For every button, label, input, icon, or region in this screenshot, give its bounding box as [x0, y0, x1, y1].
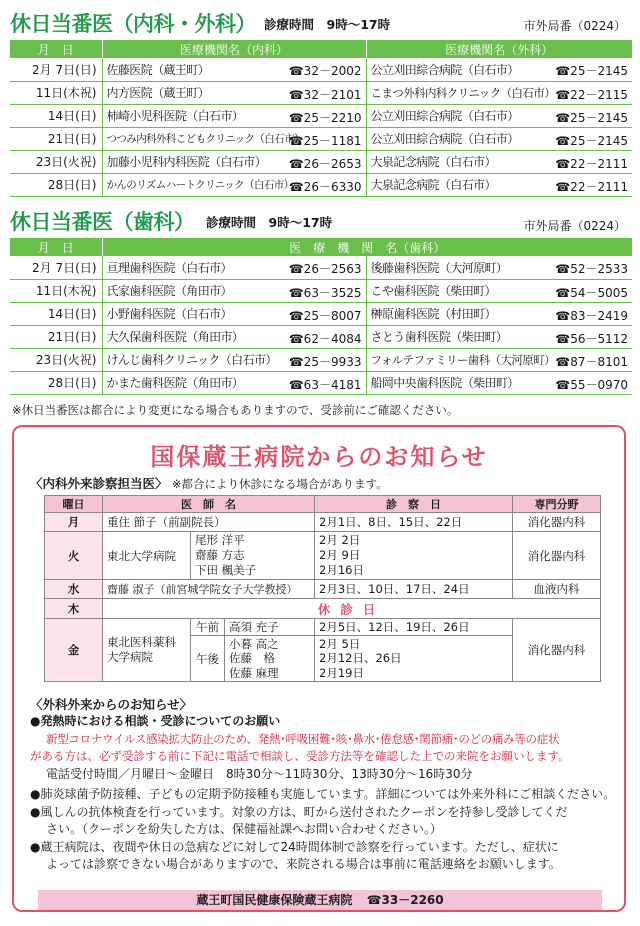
table-row — [10, 81, 632, 104]
clinic-name: 公立刈田綜合病院（白石市） — [370, 62, 519, 77]
clinic-name: こまつ外科内科クリニック（白石市） — [370, 85, 556, 100]
doctor-name: 齋藤 淑子（前宮城学院女子大学教授） — [103, 580, 315, 599]
surgical-clinic-cell — [366, 127, 632, 150]
hospital-group: 東北大学病院 — [103, 532, 191, 580]
row-date: 14日(日) — [10, 302, 102, 325]
internal-clinic-cell — [102, 58, 366, 81]
hospital-group-line: 東北医科薬科 — [107, 635, 176, 649]
clinic-name: 公立刈田綜合病院（白石市） — [370, 132, 519, 146]
surgical-clinic-cell — [366, 150, 632, 173]
table-row — [10, 279, 632, 302]
weekday-label: 木 — [45, 599, 103, 619]
clinic-phone: ☎22－2111 — [555, 156, 628, 171]
schedule-row-thursday — [45, 599, 601, 619]
consult-dates — [315, 636, 513, 682]
schedule-row-monday — [45, 513, 601, 532]
clinic-phone: ☎25－9933 — [288, 354, 362, 369]
clinic-phone: ☎25－2210 — [288, 110, 362, 125]
medical-hours: 診療時間 9時～17時 — [264, 17, 391, 32]
consult-date: 2月 5日 — [319, 636, 361, 651]
clinic-name: さとう歯科医院（柴田町） — [370, 330, 508, 344]
table-row — [10, 302, 632, 325]
dental-area-code: 市外局番（0224） — [523, 219, 626, 233]
dental-clinic-cell — [102, 256, 366, 279]
internal-heading-text: 〈内科外来診察担当医〉 — [30, 476, 168, 491]
row-date: 28日(日) — [10, 371, 102, 394]
hospital-name: 蔵王町国民健康保険蔵王病院 — [196, 893, 353, 907]
doctor-list — [225, 636, 315, 682]
internal-clinic-cell — [102, 173, 366, 196]
rubella-notice-line: ●風しんの抗体検査を行っています。対象の方は、町から送付されたクーポンを持参し受診してくだ — [30, 804, 568, 819]
doctor-schedule-table — [44, 495, 601, 682]
clinic-phone: ☎83－2419 — [555, 308, 629, 323]
column-header-dates: 診 察 日 — [315, 496, 513, 513]
row-date: 11日(木祝) — [10, 279, 102, 302]
dental-clinic-cell — [102, 325, 366, 348]
surgical-clinic-cell — [366, 173, 632, 196]
dental-clinic-cell — [102, 348, 366, 371]
table-row — [10, 371, 632, 394]
schedule-row-tuesday — [45, 532, 601, 580]
session-am-label: 午前 — [191, 619, 225, 636]
clinic-phone: ☎54－5005 — [555, 285, 629, 300]
surgical-clinic-cell — [366, 104, 632, 127]
doctor-name: 下田 楓美子 — [195, 563, 257, 577]
clinic-phone: ☎32－2101 — [288, 87, 362, 102]
clinic-phone: ☎25－8007 — [288, 308, 362, 323]
clinic-name: 加藤小児科内科医院（白石市） — [106, 155, 267, 169]
dental-clinic-cell — [366, 325, 632, 348]
clinic-phone: ☎25－2145 — [555, 64, 628, 78]
doctor-name: 佐藤 麻理 — [229, 665, 279, 680]
consult-date: 2月19日 — [319, 665, 364, 680]
clinic-name: 氏家歯科医院（角田市） — [106, 284, 232, 298]
row-date: 21日(日) — [10, 127, 102, 150]
clinic-phone: ☎63－4181 — [288, 377, 362, 392]
doctor-name: 高須 充子 — [225, 619, 315, 636]
table-row — [10, 150, 632, 173]
clinic-phone: ☎26－2563 — [288, 262, 362, 276]
fever-notice-line: がある方は、必ず受診する前に下記に電話で相談し、受診方法等を確認した上での来院をお願いします。 — [30, 749, 570, 763]
clinic-phone: ☎25－1181 — [288, 133, 362, 148]
table-row — [10, 58, 632, 81]
row-date: 23日(火祝) — [10, 150, 102, 173]
row-date: 11日(木祝) — [10, 81, 102, 104]
column-header-specialty: 専門分野 — [513, 496, 601, 513]
rubella-notice-line: さい。（クーポンを紛失した方は、保健福祉課へお問い合わせください。） — [46, 822, 443, 836]
surgical-clinic-cell — [366, 58, 632, 81]
dental-clinic-cell — [102, 302, 366, 325]
clinic-name: 佐藤医院（蔵王町） — [106, 62, 210, 77]
clinic-name: 榊原歯科医院（村田町） — [370, 307, 496, 321]
doctor-list — [191, 532, 315, 580]
internal-clinic-cell — [102, 81, 366, 104]
column-header-internal: 医療機関名（内科） — [102, 40, 366, 58]
clinic-phone: ☎87－8101 — [555, 354, 629, 369]
doctor-name: 尾形 洋平 — [195, 533, 245, 547]
clinic-phone: ☎26－6330 — [288, 179, 362, 194]
clinic-name: つつみ内科外科こどもクリニック（白石市） — [106, 133, 304, 145]
dental-clinic-cell — [366, 371, 632, 394]
clinic-phone: ☎52－2533 — [555, 262, 629, 276]
clinic-name: 柿崎小児科医院（白石市） — [106, 109, 244, 123]
consult-dates: 2月1日、8日、15日、22日 — [315, 513, 513, 532]
internal-clinic-cell — [102, 127, 366, 150]
internal-clinic-cell — [102, 150, 366, 173]
duty-change-note: ※休日当番医は都合により変更になる場合もありますので、受診前にご確認ください。 — [12, 403, 459, 417]
table-row — [10, 127, 632, 150]
phone-hours: 電話受付時間／月曜日～金曜日 8時30分～11時30分、13時30分～16時30分 — [46, 766, 473, 781]
dental-section-header — [10, 206, 630, 234]
clinic-name: こや歯科医院（柴田町） — [370, 284, 496, 298]
table-header-row — [10, 238, 632, 256]
hospital-group — [103, 619, 191, 682]
hospital-notice-title: 国保蔵王病院からのお知らせ — [150, 443, 488, 471]
row-date: 21日(日) — [10, 325, 102, 348]
dental-clinic-cell — [366, 302, 632, 325]
specialty: 消化器内科 — [513, 619, 601, 682]
consult-dates: 2月5日、12日、19日、26日 — [315, 619, 513, 636]
row-date: 23日(火祝) — [10, 348, 102, 371]
clinic-phone: ☎22－2111 — [555, 179, 628, 194]
dental-hours: 診療時間 9時～17時 — [206, 215, 333, 230]
dental-duty-table — [10, 238, 632, 395]
clinic-name: 大泉記念病院（白石市） — [370, 178, 496, 192]
table-row — [10, 173, 632, 196]
specialty: 消化器内科 — [513, 513, 601, 532]
consult-dates: 2月3日、10日、17日、24日 — [315, 580, 513, 599]
weekday-label: 金 — [45, 619, 103, 682]
hospital-contact-footer — [38, 890, 602, 910]
specialty: 消化器内科 — [513, 532, 601, 580]
emergency-notice-line: ●蔵王病院は、夜間や休日の急病などに対して24時間体制で診察を行っています。ただし、症状に — [30, 839, 559, 854]
table-row — [10, 325, 632, 348]
hospital-notice-box — [12, 425, 626, 912]
clinic-phone: ☎22－2115 — [555, 87, 628, 102]
clinic-name: 大泉記念病院（白石市） — [370, 155, 496, 169]
row-date: 28日(日) — [10, 173, 102, 196]
clinic-name: 小野歯科医院（白石市） — [106, 307, 232, 321]
weekday-label: 火 — [45, 532, 103, 580]
dental-clinic-cell — [366, 256, 632, 279]
clinic-phone: ☎63－3525 — [288, 285, 362, 300]
clinic-name: 内方医院（蔵王町） — [106, 86, 210, 100]
table-row — [10, 256, 632, 279]
consult-date: 2月 2日 — [319, 533, 361, 547]
hospital-phone: ☎33－2260 — [366, 893, 444, 907]
row-date: 2月 7日(日) — [10, 58, 102, 81]
dental-clinic-cell — [102, 371, 366, 394]
consult-date: 2月16日 — [319, 563, 364, 577]
internal-clinic-cell — [102, 104, 366, 127]
dental-section-title: 休日当番医（歯科） — [10, 210, 195, 234]
doctor-name: 小暮 高之 — [229, 636, 279, 651]
dental-clinic-cell — [366, 348, 632, 371]
schedule-row-friday-am — [45, 619, 601, 636]
surgery-notice-body — [30, 713, 614, 874]
column-header-date: 月 日 — [10, 40, 102, 58]
medical-duty-table — [10, 40, 632, 197]
weekday-label: 水 — [45, 580, 103, 599]
schedule-row-wednesday — [45, 580, 601, 599]
clinic-name: 後藤歯科医院（大河原町） — [370, 260, 508, 275]
closed-label: 休診日 — [103, 599, 601, 619]
clinic-phone: ☎62－4084 — [288, 331, 362, 346]
column-header-date: 月 日 — [10, 238, 102, 256]
clinic-name: かまた歯科医院（角田市） — [106, 376, 244, 390]
dental-clinic-cell — [366, 279, 632, 302]
doctor-name: 齋藤 方志 — [195, 548, 245, 562]
fever-notice-title: ●発熱時における相談・受診についてのお願い — [30, 714, 281, 728]
surgical-clinic-cell — [366, 81, 632, 104]
clinic-phone: ☎55－0970 — [555, 377, 629, 392]
consult-date: 2月 9日 — [319, 548, 361, 562]
session-pm-label: 午後 — [191, 636, 225, 682]
table-row — [10, 348, 632, 371]
dental-clinic-cell — [102, 279, 366, 302]
medical-section-title: 休日当番医（内科・外科） — [10, 12, 256, 36]
table-header-row — [45, 496, 601, 513]
surgery-notice-heading: 〈外科外来からのお知らせ〉 — [30, 697, 193, 712]
clinic-name: 公立刈田綜合病院（白石市） — [370, 109, 519, 123]
doctor-name: 佐藤 格 — [229, 651, 275, 666]
vaccine-notice: ●肺炎球菌予防接種、子どもの定期予防接種も実施しています。詳細については外来外科にご相談ください。 — [30, 787, 616, 801]
consult-dates — [315, 532, 513, 580]
consult-date: 2月12日、26日 — [319, 651, 402, 666]
column-header-surgical: 医療機関名（外科） — [366, 40, 632, 58]
internal-schedule-heading — [30, 474, 388, 492]
column-header-doctor: 医 師 名 — [103, 496, 315, 513]
weekday-label: 月 — [45, 513, 103, 532]
column-header-dental: 医 療 機 関 名（歯科） — [102, 238, 632, 256]
clinic-phone: ☎26－2653 — [288, 156, 362, 171]
medical-area-code: 市外局番（0224） — [523, 19, 626, 33]
row-date: 2月 7日(日) — [10, 256, 102, 279]
table-header-row — [10, 40, 632, 58]
clinic-name: フォルテファミリー歯科（大河原町） — [370, 352, 555, 367]
table-row — [10, 104, 632, 127]
hospital-group-line: 大学病院 — [107, 650, 153, 664]
clinic-phone: ☎25－2145 — [555, 133, 628, 148]
internal-heading-note: ※都合により休診になる場合があります。 — [171, 477, 388, 491]
clinic-name: かんのリズムハートクリニック（白石市） — [106, 179, 294, 191]
clinic-phone: ☎56－5112 — [555, 331, 629, 346]
clinic-phone: ☎25－2145 — [555, 110, 628, 125]
clinic-name: けんじ歯科クリニック（白石市） — [106, 353, 277, 367]
specialty: 血液内科 — [513, 580, 601, 599]
emergency-notice-line: よっては診察できない場合がありますので、来院される場合は事前に電話連絡をお願いします。 — [46, 857, 561, 871]
medical-section-header — [10, 8, 630, 36]
doctor-name: 重住 節子（前副院長） — [103, 513, 315, 532]
clinic-phone: ☎32－2002 — [288, 64, 362, 78]
clinic-name: 船岡中央歯科医院（柴田町） — [370, 376, 519, 390]
clinic-name: 亘理歯科医院（白石市） — [106, 260, 232, 275]
clinic-name: 大久保歯科医院（角田市） — [106, 330, 244, 344]
row-date: 14日(日) — [10, 104, 102, 127]
column-header-day: 曜日 — [45, 496, 103, 513]
fever-notice-line: 新型コロナウイルス感染拡大防止のため、発熱･呼吸困難･咳･鼻水･倦怠感･関節痛･のどの痛み等の症状 — [46, 731, 560, 746]
